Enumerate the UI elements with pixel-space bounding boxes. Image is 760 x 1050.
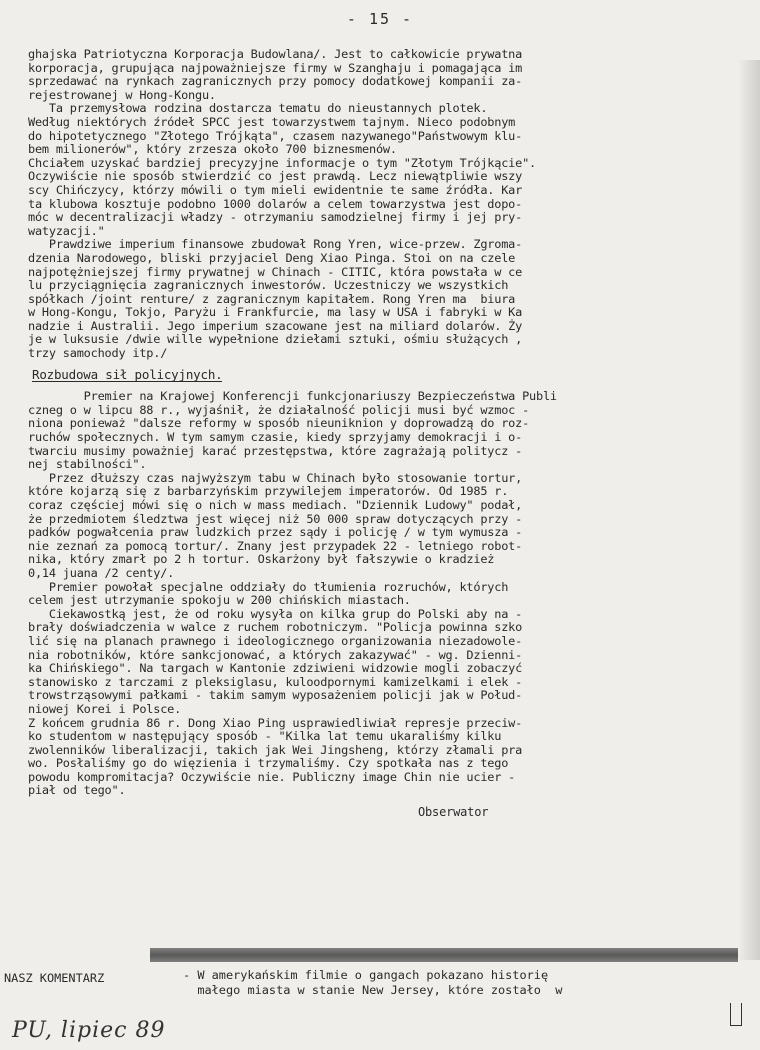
- page-edge-shadow: [738, 60, 760, 960]
- signature-row: [28, 802, 740, 826]
- paragraph: Prawdziwe imperium finansowe zbudował Rong Yren, wice-przew. Zgroma- dzenia Narodowego, bliski przyjaciel Deng Xiao Pinga. Stoi on na czele najpotężniejszej firmy prywatnej w Chinach - CITIC, która powstała w ce lu przyciągnięcia zagranicznych inwestorów. Uczestniczy we wszystkich spółkach /joint renture/ z zagranicznym kapitałem. Rong Yren ma biura w Hong-Kongu, Tokjo, Paryżu i Frankfurcie, ma lasy w USA i fabryki w Ka nadzie i Australii. Jego imperium szacowane jest na miliard dolarów. Ży je w luksusie /dwie wille wypełnione dziełami sztuki, ośmiu służących , trzy samochody itp./: [28, 237, 523, 361]
- paragraph: Przez dłuższy czas najwyższym tabu w Chinach było stosowanie tortur, które kojarzą się z barbarzyńskim przywilejem imperatorów. Od 1985 r. coraz częściej mówi się o nich w mass mediach. "Dziennik Ludowy" podał, że przedmiotem śledztwa jest więcej niż 50 000 spraw dotyczących przy - padków pogwałcenia praw ludzkich przez sądy i policję / w tym wymusza - nie zeznań za pomocą tortur/. Znany jest przypadek 22 - letniego robot- nika, który zmarł po 2 h tortur. Oskarżony był fałszywie o kradzież 0,14 juana /2 centy/.: [28, 470, 523, 580]
- page-number: - 15 -: [346, 10, 414, 28]
- paragraph: Ciekawostką jest, że od roku wysyła on kilka grup do Polski aby na - brały doświadczenia w walce z ruchem robotniczym. "Policja powinna szko lić się na planach prawnego i ideologicznego organizowania niezadowole- nia robotników, które sankcjonować, a których zakazywać" - wg. Dzienni- ka Chińskiego". Na targach w Kantonie zdziwieni widzowie mogli zobaczyć stanowisko z tarczami z pleksiglasu, kuloodpornymi kamizelkami i elek - trowstrząsowymi pałkami - takim samym wyposażeniem policji jak w Połud- niowej Korei i Polsce.: [28, 606, 523, 716]
- paragraph: Ta przemysłowa rodzina dostarcza tematu do nieustannych plotek. Według niektórych źródeł SPCC jest towarzystwem tajnym. Nieco podobnym do hipotetycznego "Złotego Trójkąta", czasem nazywanego"Państwowym klu- bem milionerów", który zrzesza około 700 biznesmenów. Chciałem uzyskać bardziej precyzyjne informacje o tym "Złotym Trójkącie". Oczywiście nie sposób stwierdzić co jest prawdą. Lecz niewątpliwie wszy scy Chińczycy, którzy mówili o tym mieli ewidentnie te same źródła. Kar ta klubowa kosztuje podobno 1000 dolarów a celem towarzystwa jest dopo- móc w decentralizacji władzy - otrzymaniu samodzielnej firmy i jej pry- watyzacji.": [28, 101, 536, 238]
- paragraph: Premier powołał specjalne oddziały do tłumienia rozruchów, których celem jest utrzymanie spokoju w 200 chińskich miastach.: [28, 579, 509, 608]
- paragraph: Premier na Krajowej Konferencji funkcjonariuszy Bezpieczeństwa Publi czneg o w lipcu 88 r., wyjaśnił, że działalność policji musi być wzmoc - niona ponieważ "dalsze reformy w sposób nieuniknion y doprowadzą do roz- ruchów społecznych. W tym samym czasie, kiedy sprzyjamy demokracji i o- twarciu musimy poważniej karać przestępstwa, które zagrażają politycz - nej stabilności".: [28, 389, 557, 472]
- paragraph: ghajska Patriotyczna Korporacja Budowlana/. Jest to całkowicie prywatna korporacja, grupująca najpoważniejsze firmy w Szanghaju i pomagająca im sprzedawać na rynkach zagranicznych przy pomocy dodatkowej kompanii za- rejestrowanej w Hong-Kongu.: [28, 47, 523, 102]
- paragraph: Z końcem grudnia 86 r. Dong Xiao Ping usprawiedliwiał represje przeciw- ko studentom w następujący sposób - "Kilka lat temu ukaraliśmy kilku zwolenników liberalizacji, takich jak Wei Jingsheng, którzy złamali pra wo. Posłaliśmy go do więzienia i trzymaliśmy. Czy spotkała nas z tego powodu kompromitacja? Oczywiście nie. Publiczny image Chin nie ucier - piał od tego".: [28, 715, 523, 798]
- section-heading: Rozbudowa sił policyjnych.: [32, 366, 223, 382]
- separator-bar: [150, 948, 738, 962]
- comment-text: - W amerykańskim filmie o gangach pokazano historię małego miasta w stanie New Jersey, które zostało w: [183, 968, 563, 997]
- article-body: [28, 48, 740, 826]
- margin-mark: [730, 1003, 742, 1026]
- author-signature: Obserwator: [418, 805, 489, 820]
- handwritten-note: PU, lipiec 89: [12, 1018, 166, 1043]
- comment-label: NASZ KOMENTARZ: [4, 971, 105, 985]
